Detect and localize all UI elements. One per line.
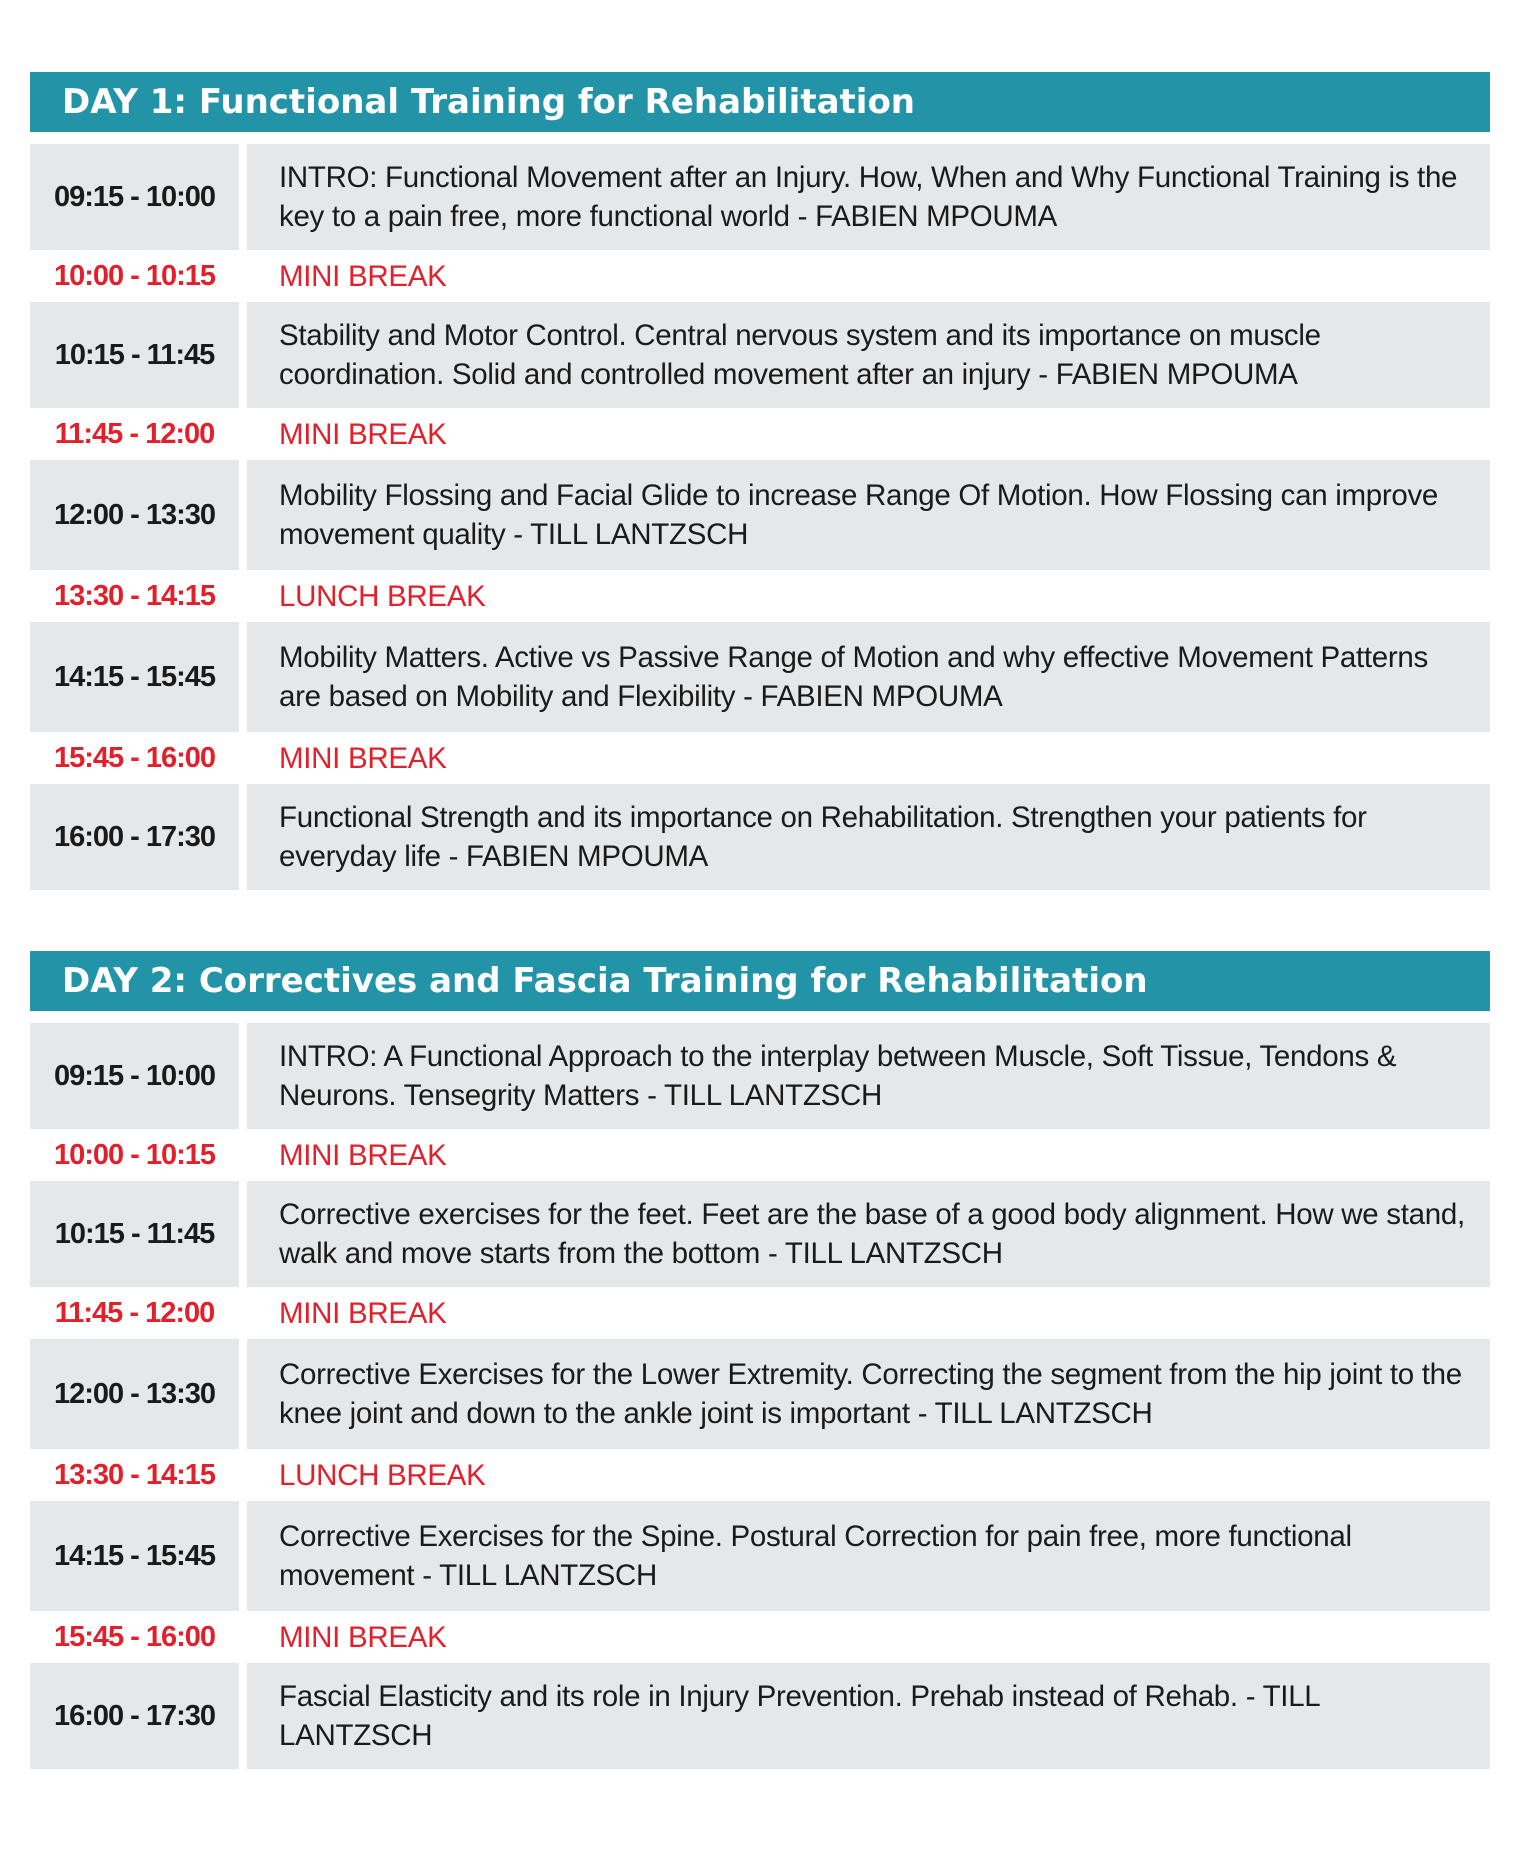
session-time: 09:15 - 10:00 — [30, 144, 239, 250]
session-time: 16:00 - 17:30 — [30, 1663, 239, 1769]
session-time: 14:15 - 15:45 — [30, 1501, 239, 1611]
break-time: 15:45 - 16:00 — [53, 1620, 216, 1653]
schedule-row-break — [30, 1287, 1490, 1339]
break-label: MINI BREAK — [279, 259, 447, 293]
break-label: LUNCH BREAK — [279, 579, 486, 613]
schedule-row-session — [30, 784, 1490, 890]
break-time: 13:30 - 14:15 — [53, 579, 216, 612]
session-time: 12:00 - 13:30 — [30, 460, 239, 570]
session-time: 14:15 - 15:45 — [30, 622, 239, 732]
day-2-section — [30, 951, 1490, 1769]
schedule-row-session — [30, 622, 1490, 732]
schedule-row-break — [30, 570, 1490, 622]
break-time: 10:00 - 10:15 — [53, 1138, 216, 1171]
break-label: MINI BREAK — [279, 1296, 447, 1330]
session-description: Corrective Exercises for the Lower Extremity. Correcting the segment from the hip joint to the knee joint and down to the ankle joint is important - TILL LANTZSCH — [247, 1339, 1490, 1449]
session-description: Functional Strength and its importance on Rehabilitation. Strengthen your patients for everyday life - FABIEN MPOUMA — [247, 784, 1490, 890]
schedule-row-session — [30, 1663, 1490, 1769]
break-time: 13:30 - 14:15 — [53, 1458, 216, 1491]
session-description: INTRO: Functional Movement after an Injury. How, When and Why Functional Training is the key to a pain free, more functional world - FABIEN MPOUMA — [247, 144, 1490, 250]
break-time: 11:45 - 12:00 — [54, 1296, 215, 1329]
schedule-row-session — [30, 302, 1490, 408]
day-2-schedule — [30, 1023, 1490, 1769]
schedule-row-break — [30, 1611, 1490, 1663]
break-label: MINI BREAK — [279, 1620, 447, 1654]
session-description: Corrective exercises for the feet. Feet are the base of a good body alignment. How we stand, walk and move starts from the bottom - TILL LANTZSCH — [247, 1181, 1490, 1287]
schedule-row-break — [30, 1449, 1490, 1501]
day-1-header: DAY 1: Functional Training for Rehabilitation — [30, 72, 1490, 132]
session-time: 09:15 - 10:00 — [30, 1023, 239, 1129]
schedule-row-break — [30, 1129, 1490, 1181]
session-description: Fascial Elasticity and its role in Injury Prevention. Prehab instead of Rehab. - TILL LANTZSCH — [247, 1663, 1490, 1769]
schedule-row-session — [30, 1339, 1490, 1449]
break-time: 15:45 - 16:00 — [53, 741, 216, 774]
schedule-row-session — [30, 1181, 1490, 1287]
schedule-row-session — [30, 144, 1490, 250]
schedule-row-break — [30, 408, 1490, 460]
schedule-row-break — [30, 732, 1490, 784]
break-label: LUNCH BREAK — [279, 1458, 486, 1492]
break-time: 11:45 - 12:00 — [54, 417, 215, 450]
session-description: Mobility Flossing and Facial Glide to increase Range Of Motion. How Flossing can improve movement quality - TILL LANTZSCH — [247, 460, 1490, 570]
break-time: 10:00 - 10:15 — [53, 259, 216, 292]
session-description: Stability and Motor Control. Central nervous system and its importance on muscle coordination. Solid and controlled movement after an injury - FABIEN MPOUMA — [247, 302, 1490, 408]
schedule-row-session — [30, 460, 1490, 570]
break-label: MINI BREAK — [279, 1138, 447, 1172]
schedule-row-session — [30, 1023, 1490, 1129]
schedule-row-session — [30, 1501, 1490, 1611]
day-1-schedule — [30, 144, 1490, 890]
session-time: 10:15 - 11:45 — [30, 302, 239, 408]
break-label: MINI BREAK — [279, 417, 447, 451]
session-description: INTRO: A Functional Approach to the interplay between Muscle, Soft Tissue, Tendons & Neurons. Tensegrity Matters - TILL LANTZSCH — [247, 1023, 1490, 1129]
session-description: Corrective Exercises for the Spine. Postural Correction for pain free, more functional movement - TILL LANTZSCH — [247, 1501, 1490, 1611]
session-time: 12:00 - 13:30 — [30, 1339, 239, 1449]
day-1-section — [30, 72, 1490, 890]
schedule-row-break — [30, 250, 1490, 302]
session-time: 16:00 - 17:30 — [30, 784, 239, 890]
session-time: 10:15 - 11:45 — [30, 1181, 239, 1287]
day-2-header: DAY 2: Correctives and Fascia Training for Rehabilitation — [30, 951, 1490, 1011]
session-description: Mobility Matters. Active vs Passive Range of Motion and why effective Movement Patterns are based on Mobility and Flexibility - FABIEN MPOUMA — [247, 622, 1490, 732]
break-label: MINI BREAK — [279, 741, 447, 775]
